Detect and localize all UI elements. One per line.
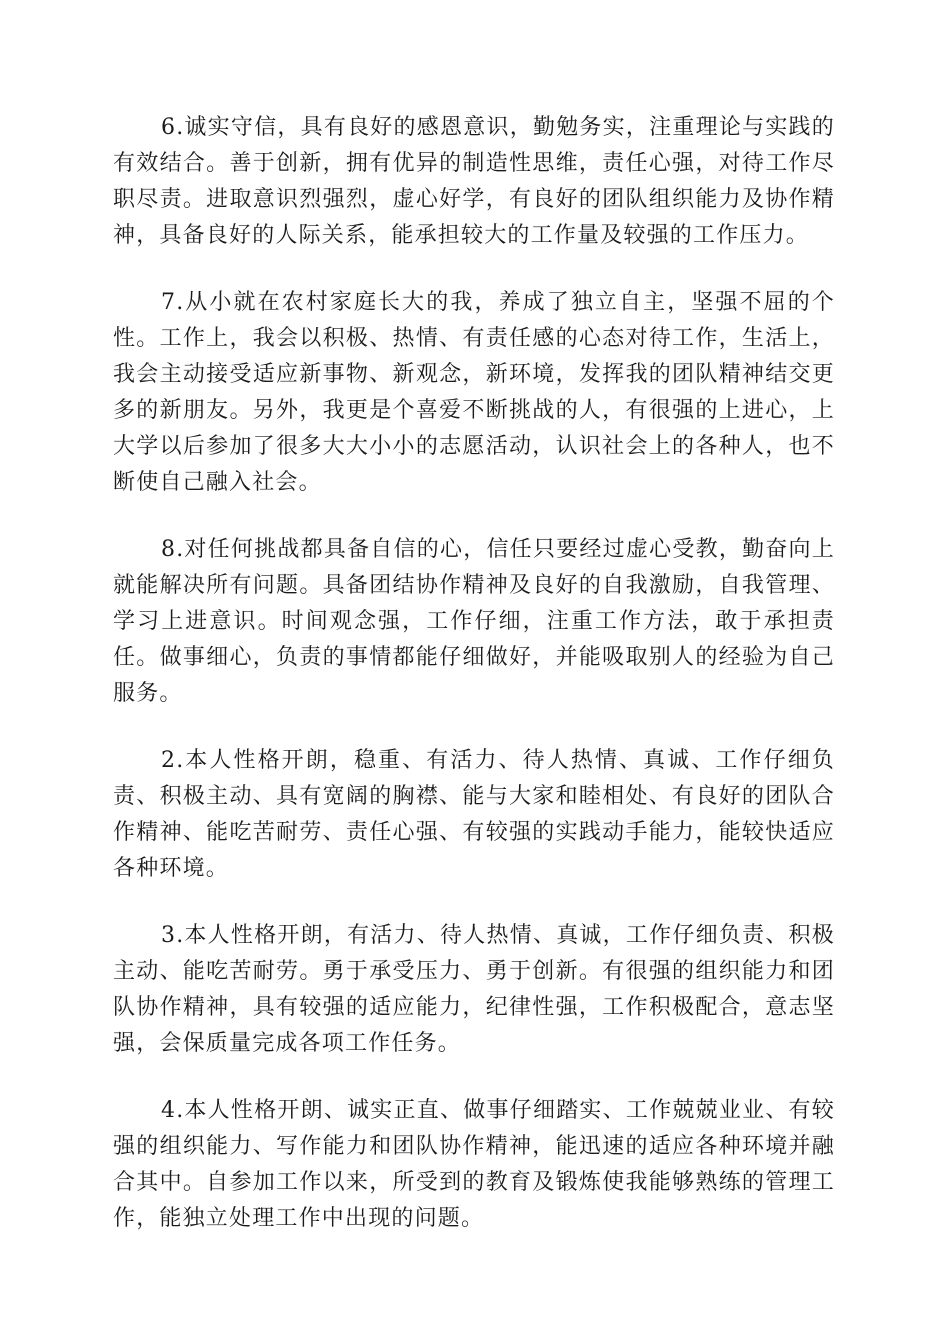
- paragraph-7: 7.从小就在农村家庭长大的我，养成了独立自主，坚强不屈的个性。工作上，我会以积极、热情、有责任感的心态对待工作，生活上，我会主动接受适应新事物、新观念，新环境，发挥我的团队精神结交更多的新朋友。另外，我更是个喜爱不断挑战的人，有很强的上进心，上大学以后参加了很多大大小小的志愿活动，认识社会上的各种人，也不断使自己融入社会。: [113, 290, 835, 495]
- paragraph-4: 4.本人性格开朗、诚实正直、做事仔细踏实、工作兢兢业业、有较强的组织能力、写作能力和团队协作精神，能迅速的适应各种环境并融合其中。自参加工作以来，所受到的教育及锻炼使我能够熟练的管理工作，能独立处理工作中出现的问题。: [113, 1098, 835, 1231]
- paragraph-3: 3.本人性格开朗，有活力、待人热情、真诚，工作仔细负责、积极主动、能吃苦耐劳。勇于承受压力、勇于创新。有很强的组织能力和团队协作精神，具有较强的适应能力，纪律性强，工作积极配合，意志坚强，会保质量完成各项工作任务。: [113, 923, 835, 1056]
- paragraph-6: 6.诚实守信，具有良好的感恩意识，勤勉务实，注重理论与实践的有效结合。善于创新，拥有优异的制造性思维，责任心强，对待工作尽职尽责。进取意识烈强烈，虚心好学，有良好的团队组织能力及协作精神，具备良好的人际关系，能承担较大的工作量及较强的工作压力。: [113, 115, 835, 248]
- paragraph-2: 2.本人性格开朗，稳重、有活力、待人热情、真诚、工作仔细负责、积极主动、具有宽阔的胸襟、能与大家和睦相处、有良好的团队合作精神、能吃苦耐劳、责任心强、有较强的实践动手能力，能较快适应各种环境。: [113, 748, 835, 881]
- paragraph-8: 8.对任何挑战都具备自信的心，信任只要经过虚心受教，勤奋向上就能解决所有问题。具备团结协作精神及良好的自我激励，自我管理、学习上进意识。时间观念强，工作仔细，注重工作方法，敢于承担责任。做事细心，负责的事情都能仔细做好，并能吸取别人的经验为自己服务。: [113, 537, 835, 706]
- document-body: [113, 110, 835, 1268]
